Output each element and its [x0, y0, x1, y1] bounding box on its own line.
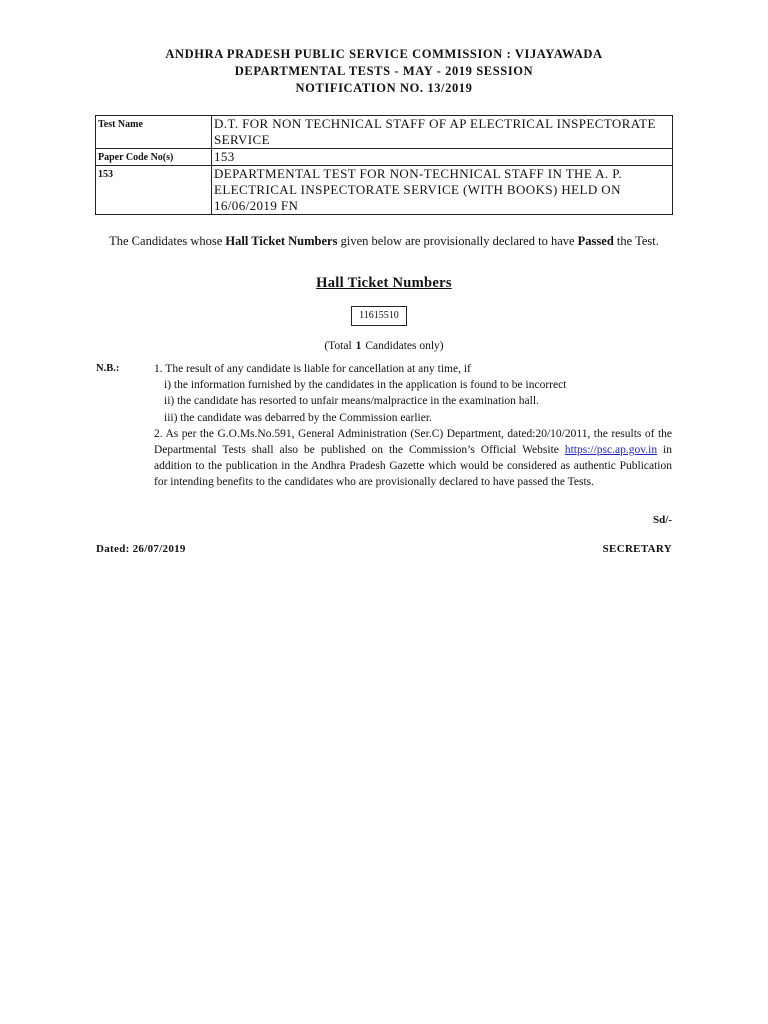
total-suffix: Candidates only) — [365, 340, 444, 352]
intro-text: the Test. — [613, 234, 659, 248]
total-count: 1 — [355, 340, 362, 352]
nb-label: N.B.: — [96, 363, 120, 374]
commission-name: ANDHRA PRADESH PUBLIC SERVICE COMMISSION : VIJAYAWADA — [165, 47, 603, 61]
table-row — [96, 116, 673, 149]
signature: Sd/- — [653, 514, 672, 526]
paper-code-value: 153 — [212, 149, 673, 166]
nb-sub-item: ii) the candidate has resorted to unfair means/malpractice in the examination hall. — [164, 395, 539, 408]
intro-text: given below are provisionally declared to have — [337, 234, 578, 248]
total-prefix: (Total — [324, 340, 352, 352]
test-name-value: D.T. FOR NON TECHNICAL STAFF OF AP ELECTRICAL INSPECTORATE SERVICE — [212, 116, 673, 149]
intro-bold-hall-ticket: Hall Ticket Numbers — [225, 234, 338, 248]
table-row — [96, 166, 673, 215]
nb-notes — [154, 361, 672, 491]
test-info-table — [95, 115, 673, 215]
notification-number: NOTIFICATION NO. 13/2019 — [295, 81, 473, 95]
hall-ticket-title: Hall Ticket Numbers — [316, 275, 452, 291]
nb-item-2-text: 2. As per the G.O.Ms.No.591, General Administration (Ser.C) Department, dated:20/10/2011, the results of the Departmental Tests shall also be published on the Commission’s Official Website — [154, 427, 672, 457]
nb-sub-item: i) the information furnished by the candidates in the application is found to be incorrect — [164, 379, 567, 392]
paper-number-label: 153 — [96, 166, 212, 215]
intro-bold-passed: Passed — [577, 234, 614, 248]
nb-sub-item: iii) the candidate was debarred by the Commission earlier. — [164, 411, 432, 424]
result-intro — [96, 233, 672, 249]
session-title: DEPARTMENTAL TESTS - MAY - 2019 SESSION — [234, 64, 534, 78]
table-row — [96, 149, 673, 166]
nb-item-2-text: in addition to the publication in the Andhra Pradesh Gazette which would be considered as authentic Publication for intending benefits to the candidates who are provisionally declared to have passed the Tests. — [154, 444, 672, 489]
date-line: Dated: 26/07/2019 — [96, 543, 186, 555]
signatory-title: SECRETARY — [602, 543, 672, 555]
total-candidates — [96, 340, 672, 352]
notification-header — [96, 46, 672, 97]
nb-item-1: 1. The result of any candidate is liable for cancellation at any time, if — [154, 363, 471, 375]
hall-ticket-number: 11615510 — [351, 306, 407, 326]
paper-code-label: Paper Code No(s) — [96, 149, 212, 166]
paper-description-value: DEPARTMENTAL TEST FOR NON-TECHNICAL STAFF IN THE A. P. ELECTRICAL INSPECTORATE SERVICE (WITH BOOKS) HELD ON 16/06/2019 FN — [212, 166, 673, 215]
test-name-label: Test Name — [96, 116, 212, 149]
intro-text: The Candidates whose — [109, 234, 226, 248]
nb-item-2 — [154, 426, 672, 491]
official-website-link[interactable]: https://psc.ap.gov.in — [564, 444, 658, 457]
